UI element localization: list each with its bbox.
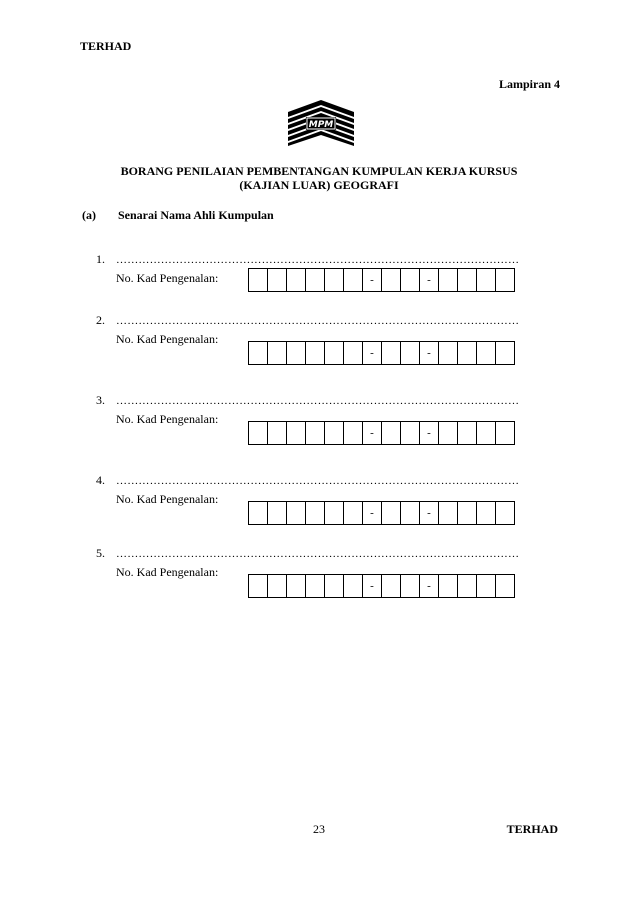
ic-label: No. Kad Pengenalan:: [116, 492, 219, 506]
ic-digit-box[interactable]: [438, 341, 458, 365]
ic-digit-box[interactable]: [457, 341, 477, 365]
ic-digit-box[interactable]: [286, 501, 306, 525]
ic-digit-box[interactable]: [286, 268, 306, 292]
ic-digit-box[interactable]: [305, 501, 325, 525]
ic-digit-box[interactable]: [438, 501, 458, 525]
ic-digit-box[interactable]: [381, 421, 401, 445]
ic-digit-box[interactable]: [305, 574, 325, 598]
ic-dash-box: [362, 421, 382, 445]
section-prefix: (a): [82, 208, 96, 222]
ic-digit-box[interactable]: [381, 574, 401, 598]
ic-digit-box[interactable]: [476, 341, 496, 365]
ic-dash-box: [419, 574, 439, 598]
ic-digit-box[interactable]: [324, 421, 344, 445]
form-title-line2: (KAJIAN LUAR) GEOGRAFI: [239, 178, 399, 192]
ic-digit-box[interactable]: [248, 574, 268, 598]
ic-digit-box[interactable]: [267, 421, 287, 445]
page-number: 23: [313, 822, 325, 836]
ic-digit-box[interactable]: [457, 421, 477, 445]
ic-digit-box[interactable]: [248, 268, 268, 292]
ic-dash: -: [427, 580, 431, 592]
ic-digit-box[interactable]: [267, 268, 287, 292]
ic-digit-box[interactable]: [438, 421, 458, 445]
ic-digit-box[interactable]: [495, 341, 515, 365]
ic-dash: -: [427, 347, 431, 359]
name-field[interactable]: ………………………………………………………………………………………………: [116, 548, 520, 560]
member-entry-5: [96, 546, 556, 592]
ic-digit-box[interactable]: [286, 421, 306, 445]
ic-digit-box[interactable]: [495, 421, 515, 445]
ic-digit-box[interactable]: [324, 501, 344, 525]
annex-label: Lampiran 4: [498, 77, 560, 91]
ic-digit-box[interactable]: [305, 341, 325, 365]
ic-label: No. Kad Pengenalan:: [116, 271, 219, 285]
name-field[interactable]: ………………………………………………………………………………………………: [116, 315, 520, 327]
ic-digit-box[interactable]: [495, 268, 515, 292]
ic-dash-box: [362, 574, 382, 598]
footer-classification: TERHAD: [506, 822, 558, 836]
ic-dash-box: [419, 421, 439, 445]
name-field[interactable]: ………………………………………………………………………………………………: [116, 475, 520, 487]
ic-digit-box[interactable]: [400, 268, 420, 292]
section-label: Senarai Nama Ahli Kumpulan: [118, 208, 274, 222]
ic-number-boxes[interactable]: [248, 268, 515, 292]
ic-dash-box: [419, 501, 439, 525]
ic-digit-box[interactable]: [400, 341, 420, 365]
ic-digit-box[interactable]: [343, 501, 363, 525]
ic-dash: -: [370, 274, 374, 286]
ic-digit-box[interactable]: [305, 268, 325, 292]
ic-digit-box[interactable]: [305, 421, 325, 445]
ic-digit-box[interactable]: [343, 574, 363, 598]
ic-digit-box[interactable]: [476, 421, 496, 445]
ic-digit-box[interactable]: [286, 574, 306, 598]
ic-digit-box[interactable]: [476, 574, 496, 598]
member-number: 4.: [96, 473, 105, 487]
ic-label: No. Kad Pengenalan:: [116, 412, 219, 426]
member-number: 2.: [96, 313, 105, 327]
ic-digit-box[interactable]: [381, 268, 401, 292]
ic-number-boxes[interactable]: [248, 421, 515, 445]
ic-digit-box[interactable]: [267, 341, 287, 365]
ic-dash-box: [419, 268, 439, 292]
member-entry-1: [96, 252, 556, 286]
ic-digit-box[interactable]: [324, 268, 344, 292]
ic-dash-box: [362, 341, 382, 365]
ic-digit-box[interactable]: [457, 268, 477, 292]
mpm-logo-text: MPM: [308, 120, 334, 130]
ic-dash: -: [427, 427, 431, 439]
ic-digit-box[interactable]: [381, 341, 401, 365]
ic-digit-box[interactable]: [267, 501, 287, 525]
ic-digit-box[interactable]: [438, 268, 458, 292]
header-classification: TERHAD: [80, 39, 132, 53]
ic-dash-box: [362, 268, 382, 292]
ic-digit-box[interactable]: [267, 574, 287, 598]
ic-dash-box: [419, 341, 439, 365]
member-number: 5.: [96, 546, 105, 560]
ic-number-boxes[interactable]: [248, 341, 515, 365]
ic-number-boxes[interactable]: [248, 501, 515, 525]
ic-digit-box[interactable]: [438, 574, 458, 598]
ic-digit-box[interactable]: [248, 501, 268, 525]
ic-digit-box[interactable]: [400, 421, 420, 445]
name-field[interactable]: ………………………………………………………………………………………………: [116, 254, 520, 266]
ic-digit-box[interactable]: [248, 421, 268, 445]
ic-digit-box[interactable]: [495, 574, 515, 598]
ic-digit-box[interactable]: [476, 268, 496, 292]
ic-label: No. Kad Pengenalan:: [116, 565, 219, 579]
ic-dash: -: [427, 274, 431, 286]
ic-dash: -: [370, 427, 374, 439]
member-number: 3.: [96, 393, 105, 407]
ic-digit-box[interactable]: [286, 341, 306, 365]
ic-digit-box[interactable]: [324, 341, 344, 365]
form-title-line1: BORANG PENILAIAN PEMBENTANGAN KUMPULAN KERJA KURSUS: [120, 164, 518, 178]
section-heading: [82, 208, 274, 223]
ic-dash: -: [427, 507, 431, 519]
member-entry-4: [96, 473, 556, 519]
ic-digit-box[interactable]: [343, 421, 363, 445]
ic-digit-box[interactable]: [400, 574, 420, 598]
member-entry-2: [96, 313, 556, 359]
ic-digit-box[interactable]: [476, 501, 496, 525]
ic-digit-box[interactable]: [495, 501, 515, 525]
mpm-logo: [284, 100, 358, 146]
member-number: 1.: [96, 252, 105, 266]
ic-digit-box[interactable]: [343, 268, 363, 292]
ic-dash: -: [370, 507, 374, 519]
ic-digit-box[interactable]: [343, 341, 363, 365]
name-field[interactable]: ………………………………………………………………………………………………: [116, 395, 520, 407]
ic-digit-box[interactable]: [324, 574, 344, 598]
ic-dash: -: [370, 580, 374, 592]
ic-digit-box[interactable]: [400, 501, 420, 525]
ic-digit-box[interactable]: [457, 501, 477, 525]
ic-number-boxes[interactable]: [248, 574, 515, 598]
ic-digit-box[interactable]: [381, 501, 401, 525]
ic-dash-box: [362, 501, 382, 525]
ic-dash: -: [370, 347, 374, 359]
ic-digit-box[interactable]: [457, 574, 477, 598]
ic-digit-box[interactable]: [248, 341, 268, 365]
member-entry-3: [96, 393, 556, 439]
ic-label: No. Kad Pengenalan:: [116, 332, 219, 346]
